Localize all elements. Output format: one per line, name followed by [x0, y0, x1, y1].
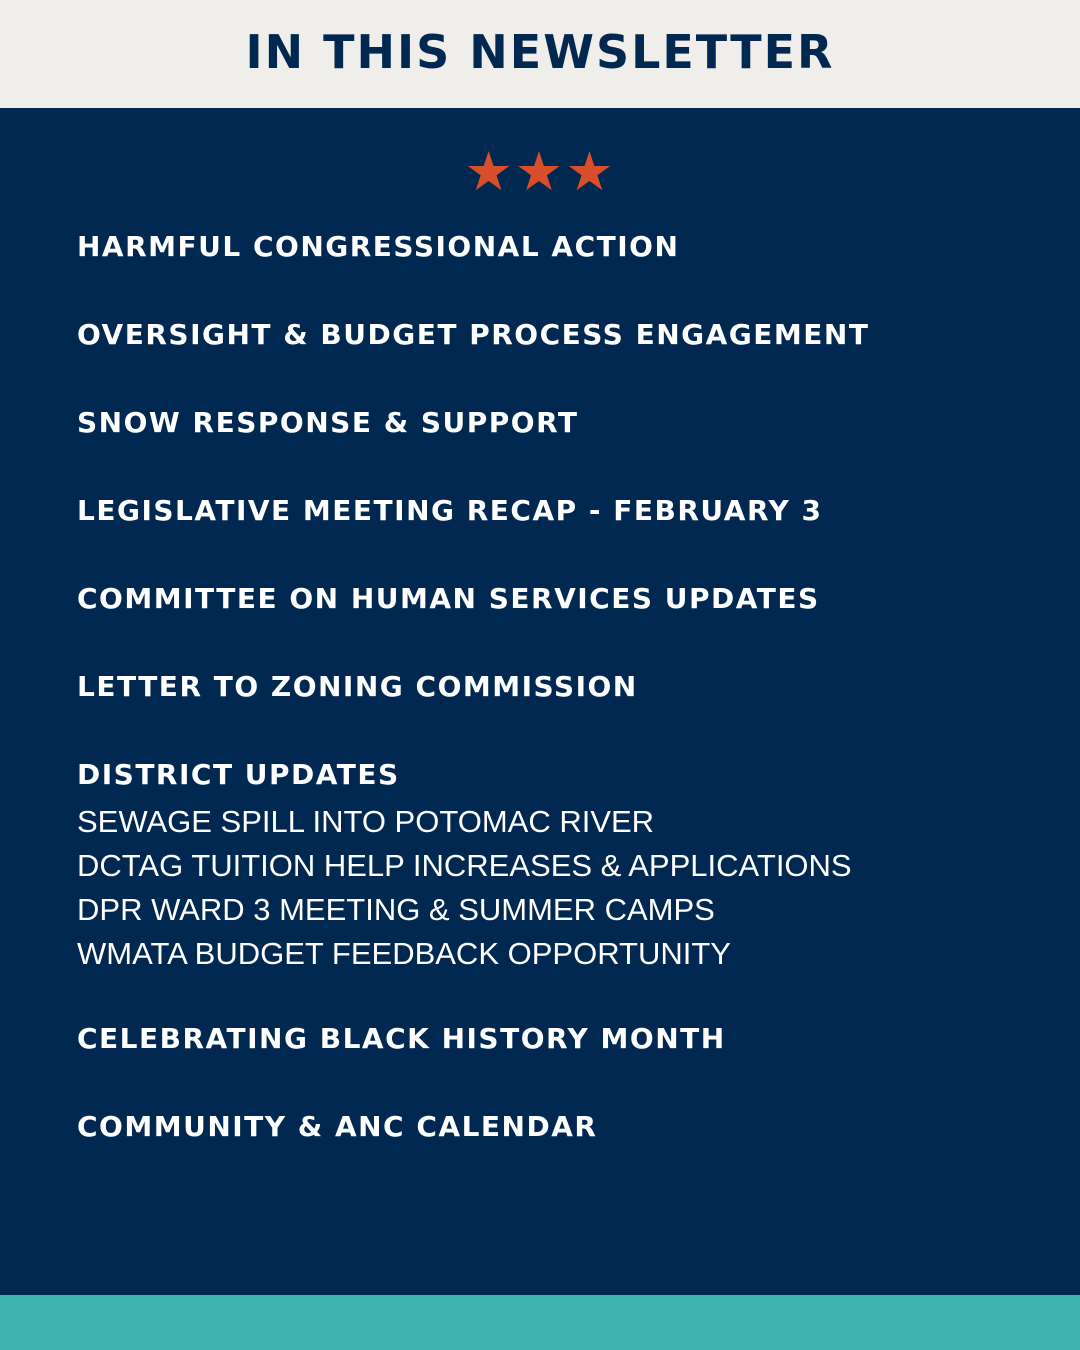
section-heading-harmful-congressional-action: HARMFUL CONGRESSIONAL ACTION — [77, 230, 680, 263]
star-icon: ★ — [464, 140, 515, 203]
footer-bar — [0, 1295, 1080, 1350]
section-heading-community-calendar: COMMUNITY & ANC CALENDAR — [77, 1110, 598, 1143]
page-title: IN THIS NEWSLETTER — [245, 25, 835, 79]
section-heading-legislative-recap: LEGISLATIVE MEETING RECAP - FEBRUARY 3 — [77, 494, 823, 527]
section-heading-human-services: COMMITTEE ON HUMAN SERVICES UPDATES — [77, 582, 820, 615]
list-item: SEWAGE SPILL INTO POTOMAC RIVER — [77, 804, 655, 839]
contents-panel — [0, 108, 1080, 1295]
list-item: DCTAG TUITION HELP INCREASES & APPLICATIONS — [77, 848, 852, 883]
header-banner — [0, 0, 1080, 108]
star-icon: ★ — [514, 140, 566, 203]
section-heading-oversight-budget: OVERSIGHT & BUDGET PROCESS ENGAGEMENT — [77, 318, 870, 351]
section-heading-black-history-month: CELEBRATING BLACK HISTORY MONTH — [77, 1022, 726, 1055]
list-item: DPR WARD 3 MEETING & SUMMER CAMPS — [77, 892, 715, 927]
star-divider — [0, 142, 1080, 202]
list-item: WMATA BUDGET FEEDBACK OPPORTUNITY — [77, 936, 731, 971]
section-heading-zoning-letter: LETTER TO ZONING COMMISSION — [77, 670, 638, 703]
district-updates-list — [77, 800, 852, 976]
section-heading-district-updates: DISTRICT UPDATES — [77, 758, 400, 791]
section-heading-snow-response: SNOW RESPONSE & SUPPORT — [77, 406, 579, 439]
star-icon: ★ — [565, 140, 616, 203]
